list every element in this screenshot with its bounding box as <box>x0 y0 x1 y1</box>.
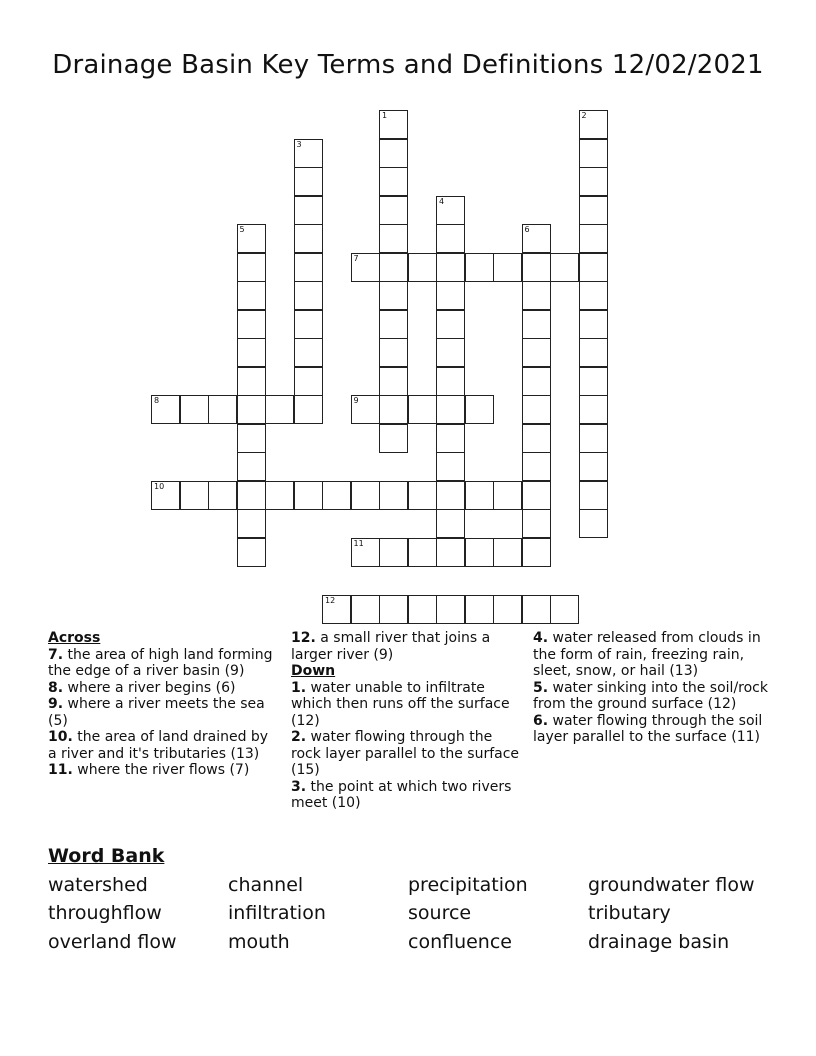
clue-down-6: 6. water flowing through the soil layer parallel to the surface (11) <box>533 712 763 745</box>
clue-down-3: 3. the point at which two rivers meet (10) <box>291 778 512 811</box>
word-bank-item: confluence <box>408 931 512 953</box>
crossword-cell[interactable] <box>265 481 294 510</box>
crossword-cell[interactable] <box>579 509 608 538</box>
crossword-cell[interactable] <box>465 395 494 424</box>
crossword-cell[interactable] <box>237 281 266 310</box>
crossword-cell[interactable] <box>522 281 551 310</box>
crossword-cell[interactable] <box>522 509 551 538</box>
crossword-cell[interactable] <box>351 395 380 424</box>
crossword-cell[interactable] <box>579 253 608 282</box>
crossword-cell[interactable] <box>579 310 608 339</box>
crossword-cell[interactable] <box>351 253 380 282</box>
crossword-cell[interactable] <box>294 367 323 396</box>
crossword-cell[interactable] <box>151 395 180 424</box>
crossword-cell[interactable] <box>379 224 408 253</box>
crossword-cell[interactable] <box>237 395 266 424</box>
word-bank-title: Word Bank <box>48 845 165 867</box>
crossword-cell[interactable] <box>237 338 266 367</box>
crossword-cell[interactable] <box>180 481 209 510</box>
crossword-cell[interactable] <box>408 253 437 282</box>
clue-number: 4 <box>439 196 445 206</box>
crossword-cell[interactable] <box>379 139 408 168</box>
clue-number: 8 <box>154 396 160 405</box>
clue-number: 2 <box>581 111 587 120</box>
crossword-cell[interactable] <box>379 253 408 282</box>
clue-number: 9 <box>353 396 359 405</box>
crossword-cell[interactable] <box>436 538 465 567</box>
crossword-cell[interactable] <box>436 452 465 481</box>
crossword-cell[interactable] <box>522 253 551 282</box>
crossword-cell[interactable] <box>408 538 437 567</box>
clue-down-5: 5. water sinking into the soil/rock from the ground surface (12) <box>533 679 768 712</box>
crossword-cell[interactable] <box>465 595 494 624</box>
crossword-cell[interactable] <box>208 395 237 424</box>
crossword-cell[interactable] <box>522 367 551 396</box>
clue-across-10: 10. the area of land drained by a river and it's tributaries (13) <box>48 729 269 762</box>
crossword-cell[interactable] <box>379 395 408 424</box>
word-bank-item: channel <box>228 874 304 896</box>
word-bank-item: precipitation <box>408 874 528 896</box>
clue-number: 12 <box>325 595 336 605</box>
crossword-cell[interactable] <box>379 595 408 624</box>
crossword-cell[interactable] <box>294 281 323 310</box>
crossword-cell[interactable] <box>351 595 380 624</box>
word-bank-item: watershed <box>48 874 148 896</box>
crossword-cell[interactable] <box>237 310 266 339</box>
across-heading: Across <box>48 630 101 646</box>
crossword-cell[interactable] <box>493 253 522 282</box>
crossword-cell[interactable] <box>436 595 465 624</box>
clue-number: 6 <box>524 225 530 234</box>
crossword-cell[interactable] <box>237 253 266 282</box>
crossword-cell[interactable] <box>237 509 266 538</box>
clue-across-7: 7. the area of high land forming the edge of a river basin (9) <box>48 646 273 679</box>
crossword-cell[interactable] <box>579 395 608 424</box>
crossword-cell[interactable] <box>408 481 437 510</box>
crossword-cell[interactable] <box>436 509 465 538</box>
clue-number: 7 <box>353 253 359 263</box>
crossword-cell[interactable] <box>522 224 551 253</box>
crossword-cell[interactable] <box>379 110 408 139</box>
crossword-cell[interactable] <box>379 196 408 225</box>
word-bank-item: groundwater flow <box>588 874 755 896</box>
crossword-cell[interactable] <box>579 167 608 196</box>
crossword-cell[interactable] <box>436 424 465 453</box>
crossword-cell[interactable] <box>294 395 323 424</box>
crossword-cell[interactable] <box>579 139 608 168</box>
crossword-cell[interactable] <box>294 167 323 196</box>
crossword-cell[interactable] <box>379 281 408 310</box>
crossword-cell[interactable] <box>579 110 608 139</box>
crossword-cell[interactable] <box>493 481 522 510</box>
crossword-cell[interactable] <box>294 224 323 253</box>
crossword-cell[interactable] <box>237 452 266 481</box>
crossword-cell[interactable] <box>294 253 323 282</box>
clue-down-2: 2. water flowing through the rock layer parallel to the surface (15) <box>291 729 520 778</box>
clue-down-4: 4. water released from clouds in the form of rain, freezing rain, sleet, snow, or hail (13) <box>533 630 761 679</box>
crossword-cell[interactable] <box>436 281 465 310</box>
crossword-cell[interactable] <box>579 424 608 453</box>
clue-number: 3 <box>296 139 302 149</box>
word-bank-item: drainage basin <box>588 931 730 953</box>
crossword-cell[interactable] <box>379 310 408 339</box>
word-bank-item: overland flow <box>48 931 177 953</box>
crossword-cell[interactable] <box>294 196 323 225</box>
crossword-cell[interactable] <box>522 452 551 481</box>
crossword-cell[interactable] <box>436 338 465 367</box>
clue-down-1: 1. water unable to infiltrate which then runs off the surface (12) <box>291 679 510 729</box>
word-bank-item: throughflow <box>48 902 162 924</box>
crossword-cell[interactable] <box>579 338 608 367</box>
crossword-cell[interactable] <box>379 424 408 453</box>
word-bank-item: tributary <box>588 902 671 924</box>
crossword-cell[interactable] <box>550 253 579 282</box>
crossword-cell[interactable] <box>436 253 465 282</box>
crossword-cell[interactable] <box>237 481 266 510</box>
crossword-cell[interactable] <box>408 395 437 424</box>
crossword-cell[interactable] <box>379 481 408 510</box>
clue-number: 10 <box>154 481 165 491</box>
clues-column-2 <box>291 630 523 812</box>
clues-column-1 <box>48 630 273 779</box>
crossword-cell[interactable] <box>465 481 494 510</box>
clue-across-11: 11. where the river flows (7) <box>48 762 250 778</box>
crossword-cell[interactable] <box>294 139 323 168</box>
crossword-cell[interactable] <box>579 224 608 253</box>
crossword-cell[interactable] <box>522 395 551 424</box>
crossword-cell[interactable] <box>294 481 323 510</box>
clues-column-3 <box>533 630 773 746</box>
crossword-cell[interactable] <box>322 595 351 624</box>
crossword-cell[interactable] <box>550 595 579 624</box>
crossword-cell[interactable] <box>379 538 408 567</box>
clue-number: 5 <box>239 225 245 234</box>
crossword-cell[interactable] <box>493 538 522 567</box>
crossword-cell[interactable] <box>522 310 551 339</box>
crossword-cell[interactable] <box>379 338 408 367</box>
crossword-cell[interactable] <box>436 395 465 424</box>
crossword-cell[interactable] <box>522 595 551 624</box>
crossword-cell[interactable] <box>180 395 209 424</box>
crossword-cell[interactable] <box>522 338 551 367</box>
crossword-cell[interactable] <box>265 395 294 424</box>
crossword-cell[interactable] <box>151 481 180 510</box>
crossword-cell[interactable] <box>237 367 266 396</box>
crossword-cell[interactable] <box>522 481 551 510</box>
crossword-cell[interactable] <box>208 481 237 510</box>
word-bank-item: source <box>408 902 472 924</box>
crossword-cell[interactable] <box>579 367 608 396</box>
word-bank-item: mouth <box>228 931 290 953</box>
clue-across-12: 12. a small river that joins a larger river (9) <box>291 630 491 663</box>
crossword-cell[interactable] <box>379 167 408 196</box>
crossword-cell[interactable] <box>493 595 522 624</box>
crossword-cell[interactable] <box>522 538 551 567</box>
crossword-cell[interactable] <box>351 481 380 510</box>
crossword-cell[interactable] <box>579 196 608 225</box>
crossword-cell[interactable] <box>465 253 494 282</box>
crossword-cell[interactable] <box>294 338 323 367</box>
crossword-cell[interactable] <box>436 367 465 396</box>
crossword-cell[interactable] <box>436 196 465 225</box>
crossword-cell[interactable] <box>237 224 266 253</box>
page-title: Drainage Basin Key Terms and Definitions 12/02/2021 <box>52 50 764 80</box>
crossword-cell[interactable] <box>237 538 266 567</box>
crossword-cell[interactable] <box>579 281 608 310</box>
down-heading: Down <box>291 663 336 679</box>
crossword-cell[interactable] <box>522 424 551 453</box>
crossword-cell[interactable] <box>465 538 494 567</box>
clue-number: 11 <box>353 538 364 548</box>
crossword-cell[interactable] <box>237 424 266 453</box>
clue-number: 1 <box>382 111 388 120</box>
crossword-cell[interactable] <box>579 452 608 481</box>
clue-across-9: 9. where a river meets the sea (5) <box>48 696 265 729</box>
crossword-cell[interactable] <box>294 310 323 339</box>
crossword-cell[interactable] <box>436 310 465 339</box>
crossword-cell[interactable] <box>351 538 380 567</box>
crossword-cell[interactable] <box>379 367 408 396</box>
crossword-cell[interactable] <box>436 481 465 510</box>
crossword-cell[interactable] <box>408 595 437 624</box>
crossword-cell[interactable] <box>322 481 351 510</box>
crossword-cell[interactable] <box>579 481 608 510</box>
crossword-cell[interactable] <box>436 224 465 253</box>
word-bank-item: infiltration <box>228 902 326 924</box>
clue-across-8: 8. where a river begins (6) <box>48 679 236 696</box>
